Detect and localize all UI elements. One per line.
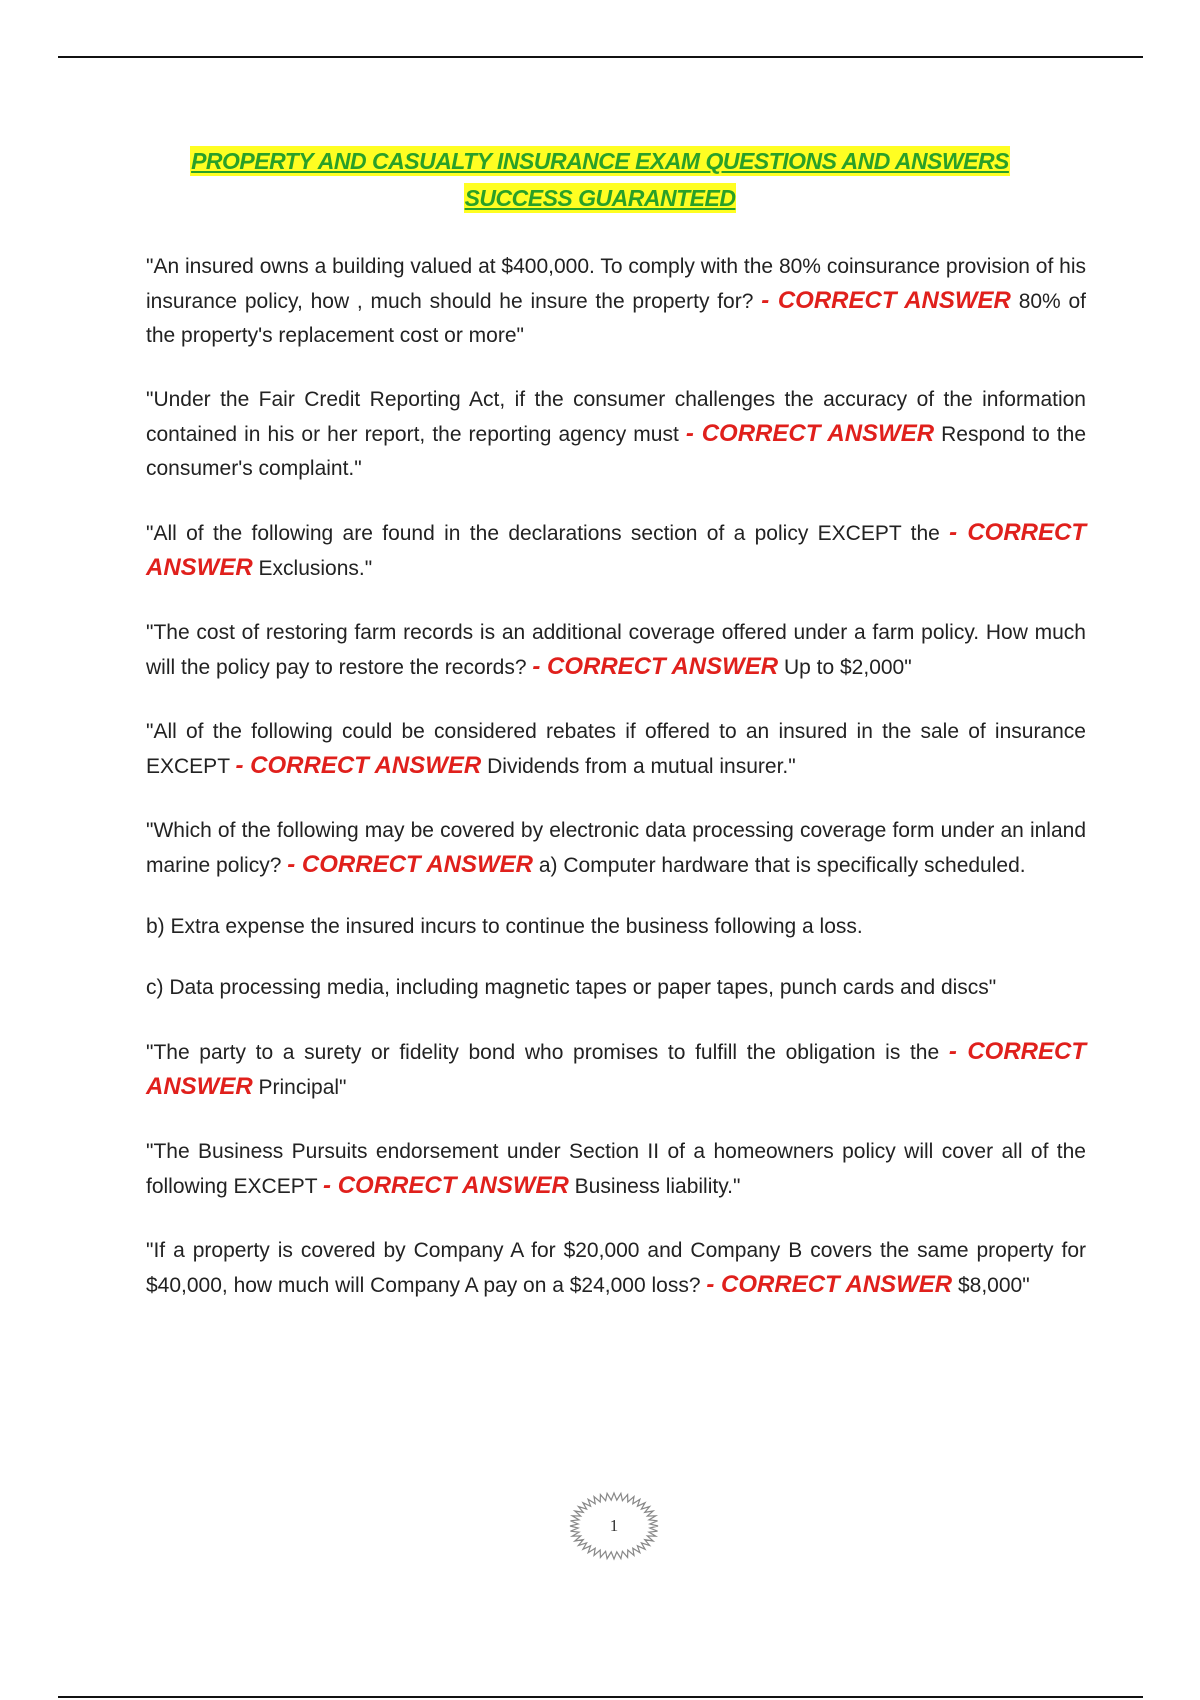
qa-item (146, 250, 1086, 353)
answer-marker: - CORRECT ANSWER (323, 1172, 569, 1199)
question-text: "The Business Pursuits endorsement under Section II of a homeowners policy will cover all of the following EXCEPT (146, 1140, 1086, 1198)
answer-marker: - CORRECT ANSWER (146, 1038, 1086, 1100)
question-text: "All of the following could be considered rebates if offered to an insured in the sale of insurance EXCEPT (146, 720, 1086, 778)
qa-item (146, 616, 1086, 685)
answer-text: Respond to the consumer's complaint." (146, 423, 1087, 480)
qa-item (146, 715, 1086, 784)
answer-marker: - CORRECT ANSWER (685, 420, 935, 447)
answer-marker: - CORRECT ANSWER (287, 851, 534, 878)
qa-content (146, 250, 1086, 1333)
question-text: "If a property is covered by Company A for $20,000 and Company B covers the same property for $40,000, how much will Company A pay on a $24,000 loss? (146, 1239, 1086, 1297)
title-line-2: SUCCESS GUARANTEED (464, 185, 736, 211)
answer-text: Exclusions." (258, 557, 373, 580)
question-text: "An insured owns a building valued at $400,000. To comply with the 80% coinsurance provision of his insurance policy, how , much should he insure the property for? (146, 255, 1086, 313)
qa-item (146, 1234, 1086, 1303)
answer-text: a) Computer hardware that is specifically scheduled. (538, 854, 1026, 877)
answer-marker: - CORRECT ANSWER (532, 653, 779, 680)
answer-text: Dividends from a mutual insurer." (487, 755, 796, 778)
document-title (0, 146, 1200, 220)
answer-marker: - CORRECT ANSWER (235, 752, 482, 779)
answer-text: Up to $2,000" (783, 656, 912, 679)
top-rule (58, 56, 1143, 58)
answer-text: 80% of the property's replacement cost or more" (146, 290, 1087, 347)
qa-item (146, 1035, 1086, 1105)
question-text: "The party to a surety or fidelity bond who promises to fulfill the obligation is the (146, 1041, 940, 1064)
qa-item (146, 814, 1086, 883)
question-text: "Under the Fair Credit Reporting Act, if the consumer challenges the accuracy of the information contained in his or her report, the reporting agency must (146, 388, 1086, 446)
answer-marker: - CORRECT ANSWER (761, 287, 1011, 314)
answer-continuation-c: c) Data processing media, including magnetic tapes or paper tapes, punch cards and discs" (146, 976, 997, 999)
answer-continuation-b: b) Extra expense the insured incurs to continue the business following a loss. (146, 915, 863, 938)
qa-item (146, 1135, 1086, 1204)
qa-item (146, 383, 1086, 486)
title-line-1: PROPERTY AND CASUALTY INSURANCE EXAM QUESTIONS AND ANSWERS (191, 148, 1009, 174)
page-number: 1 (609, 1516, 619, 1535)
question-text: "The cost of restoring farm records is an additional coverage offered under a farm policy. How much will the policy pay to restore the records? (146, 621, 1086, 679)
answer-text: $8,000" (957, 1274, 1030, 1297)
answer-marker: - CORRECT ANSWER (706, 1271, 953, 1298)
answer-marker: - CORRECT ANSWER (146, 519, 1086, 581)
answer-text: Principal" (258, 1076, 347, 1099)
qa-item (146, 516, 1086, 586)
question-text: "All of the following are found in the declarations section of a policy EXCEPT the (146, 522, 940, 545)
question-text: "Which of the following may be covered by electronic data processing coverage form under an inland marine policy? (146, 819, 1086, 877)
answer-text: Business liability." (574, 1175, 741, 1198)
page-number-badge (566, 1488, 662, 1564)
bottom-rule (58, 1696, 1143, 1698)
